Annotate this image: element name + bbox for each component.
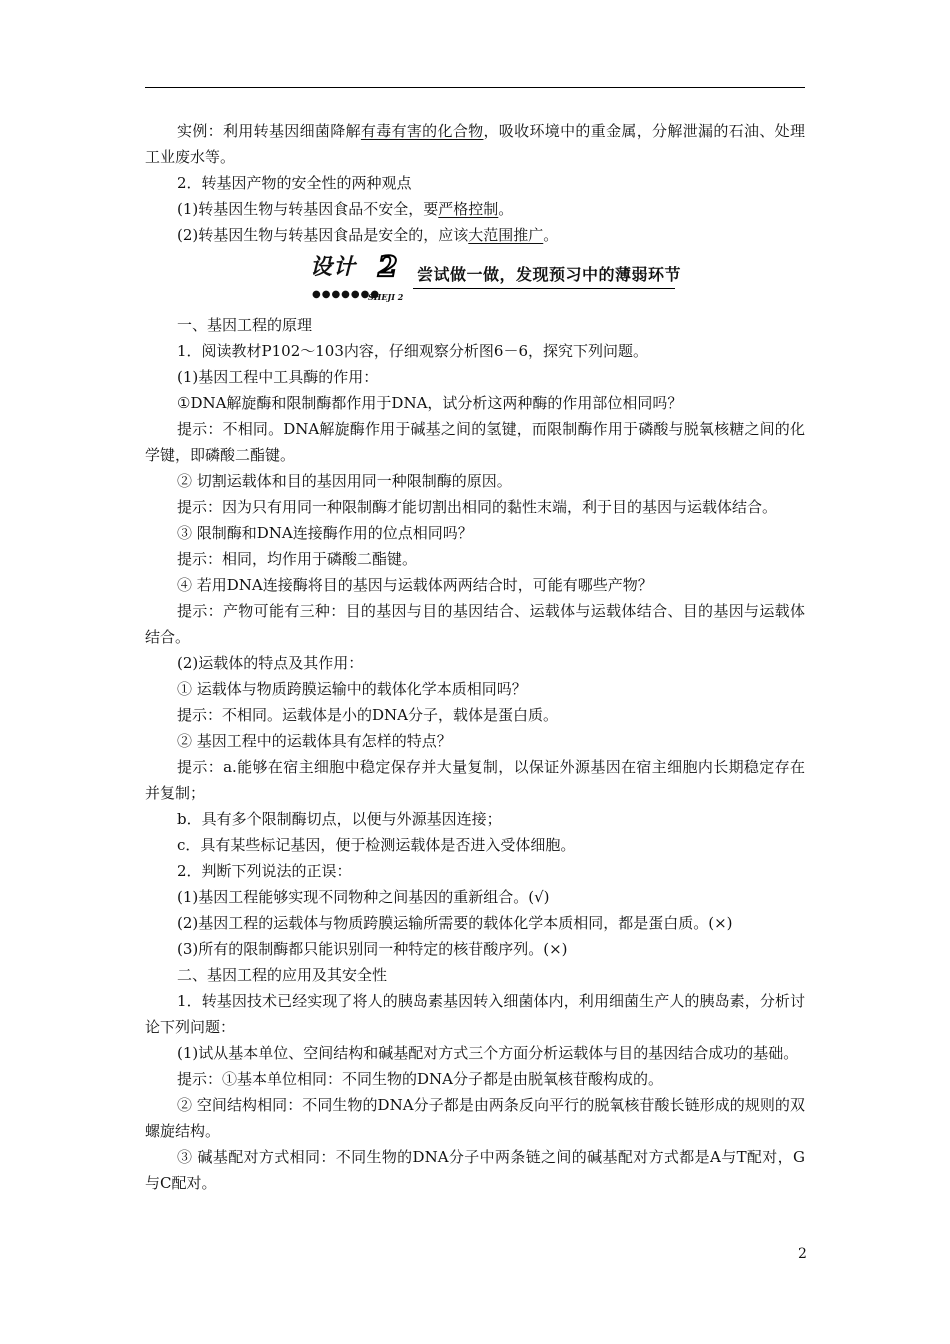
text: (2)转基因生物与转基因食品是安全的，应该 <box>177 226 469 244</box>
paragraph: (1)基因工程中工具酶的作用： <box>177 368 379 386</box>
logo-text: 设计 <box>310 254 357 280</box>
section-banner <box>145 252 805 304</box>
paragraph: 一、基因工程的原理 <box>177 316 313 334</box>
paragraph: 1．阅读教材P102～103内容，仔细观察分析图6－6，探究下列问题。 <box>177 342 648 360</box>
page-content <box>145 118 805 1196</box>
paragraph: ③ 限制酶和DNA连接酶作用的位点相同吗？ <box>177 524 473 542</box>
banner-underline <box>413 288 675 289</box>
paragraph: ② 空间结构相同：不同生物的DNA分子都是由两条反向平行的脱氧核苷酸长链形成的规则的双螺旋结构。 <box>145 1096 805 1140</box>
page-number: 2 <box>798 1246 807 1262</box>
sheji-logo <box>310 250 410 302</box>
underlined-answer: 严格控制 <box>438 200 499 218</box>
paragraph: ④ 若用DNA连接酶将目的基因与运载体两两结合时，可能有哪些产物？ <box>177 576 653 594</box>
paragraph: (1)基因工程能够实现不同物种之间基因的重新组合。(√) <box>177 888 550 906</box>
paragraph: 提示：不相同。DNA解旋酶作用于碱基之间的氢键，而限制酶作用于磷酸与脱氧核糖之间的化学键，即磷酸二酯键。 <box>145 420 805 464</box>
paragraph: (3)所有的限制酶都只能识别同一种特定的核苷酸序列。(×) <box>177 940 568 958</box>
paragraph: (2)基因工程的运载体与物质跨膜运输所需要的载体化学本质相同，都是蛋白质。(×) <box>177 914 733 932</box>
paragraph: 二、基因工程的应用及其安全性 <box>177 966 388 984</box>
paragraph: c．具有某些标记基因，便于检测运载体是否进入受体细胞。 <box>177 836 576 854</box>
paragraph: (2)运载体的特点及其作用： <box>177 654 364 672</box>
banner-title: 尝试做一做，发现预习中的薄弱环节 <box>417 265 682 284</box>
paragraph: 提示：相同，均作用于磷酸二酯键。 <box>177 550 418 568</box>
text: 。 <box>543 226 559 244</box>
paragraph <box>145 196 805 222</box>
paragraph: b．具有多个限制酶切点，以便与外源基因连接； <box>177 810 502 828</box>
paragraph: ② 切割运载体和目的基因用同一种限制酶的原因。 <box>177 472 512 490</box>
paragraph: 提示：a.能够在宿主细胞中稳定保存并大量复制，以保证外源基因在宿主细胞内长期稳定存在并复制； <box>145 758 805 802</box>
paragraph: 2．转基因产物的安全性的两种观点 <box>177 174 412 192</box>
paragraph: ③ 碱基配对方式相同：不同生物的DNA分子中两条链之间的碱基配对方式都是A与T配对，G与C配对。 <box>145 1148 805 1192</box>
paragraph: 提示：产物可能有三种：目的基因与目的基因结合、运载体与运载体结合、目的基因与运载体结合。 <box>145 602 805 646</box>
header-rule <box>145 87 805 88</box>
logo-subtitle: SHEJI 2 <box>368 292 404 302</box>
paragraph: (1)试从基本单位、空间结构和碱基配对方式三个方面分析运载体与目的基因结合成功的基础。 <box>177 1044 799 1062</box>
logo-dots: ●●●●●●● <box>312 289 381 300</box>
text: (1)转基因生物与转基因食品不安全，要 <box>177 200 439 218</box>
underlined-answer: 有毒有害的化合物 <box>360 122 484 140</box>
logo-number-badge <box>374 250 404 280</box>
paragraph: 提示：不相同。运载体是小的DNA分子，载体是蛋白质。 <box>177 706 558 724</box>
paragraph <box>145 222 805 248</box>
paragraph: 2．判断下列说法的正误： <box>177 862 352 880</box>
text: ，吸收环境中的重金属，分解泄漏的石油、处理工业废水等。 <box>145 122 805 166</box>
logo-number: 2 <box>378 250 398 280</box>
paragraph: 提示：①基本单位相同：不同生物的DNA分子都是由脱氧核苷酸构成的。 <box>177 1070 663 1088</box>
paragraph: ① 运载体与物质跨膜运输中的载体化学本质相同吗？ <box>177 680 527 698</box>
paragraph <box>145 118 805 170</box>
paragraph: 提示：因为只有用同一种限制酶才能切割出相同的黏性末端，利于目的基因与运载体结合。 <box>177 498 778 516</box>
text: 实例：利用转基因细菌降解 <box>177 122 361 140</box>
paragraph: ①DNA解旋酶和限制酶都作用于DNA，试分析这两种酶的作用部位相同吗？ <box>177 394 683 412</box>
body-paragraphs <box>145 312 805 1196</box>
text: 。 <box>498 200 514 218</box>
paragraph: 1．转基因技术已经实现了将人的胰岛素基因转入细菌体内，利用细菌生产人的胰岛素，分析讨论下列问题： <box>145 992 805 1036</box>
underlined-answer: 大范围推广 <box>468 226 544 244</box>
paragraph: ② 基因工程中的运载体具有怎样的特点？ <box>177 732 452 750</box>
